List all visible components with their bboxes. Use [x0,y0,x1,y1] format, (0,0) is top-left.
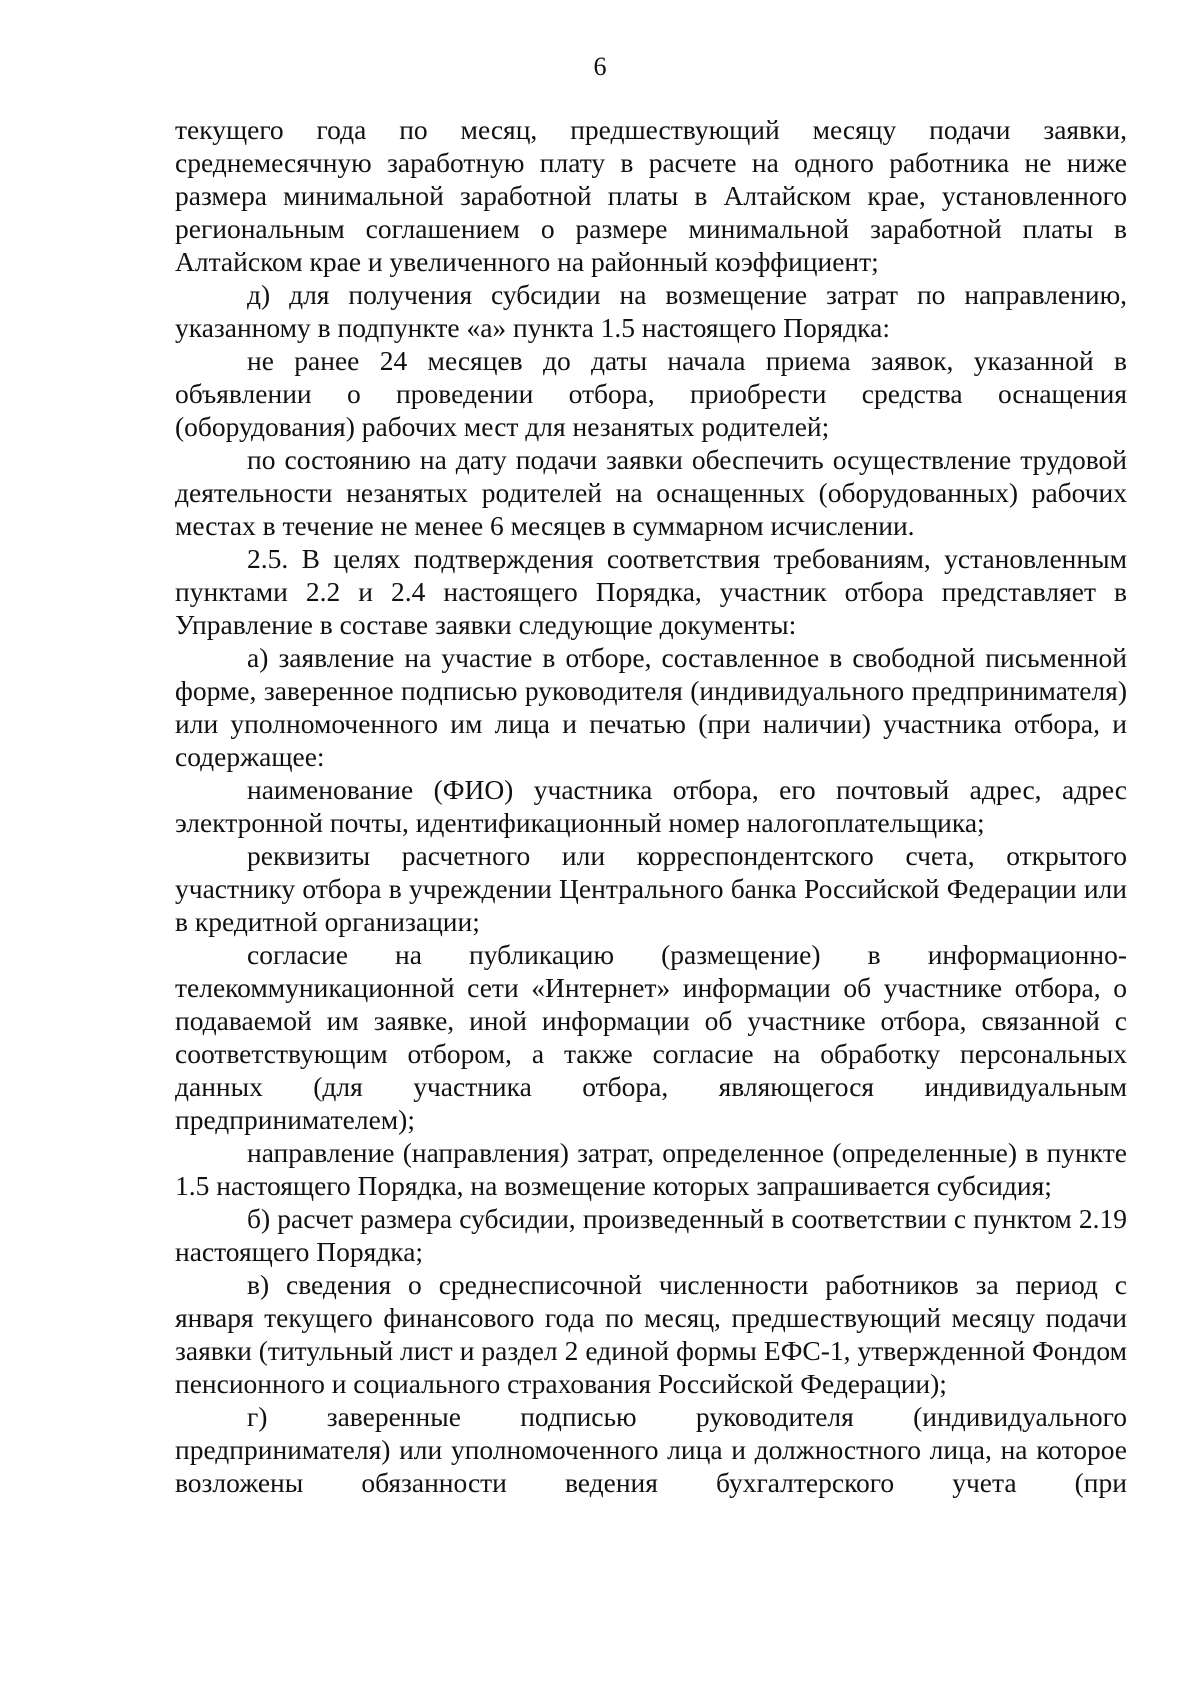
paragraph-item-b: б) расчет размера субсидии, произведенный в соответствии с пунктом 2.19 настоящего Порядка; [175,1203,1127,1267]
paragraph-purchase-equipment: не ранее 24 месяцев до даты начала приема заявок, указанной в объявлении о проведении отбора, приобрести средства оснащения (оборудования) рабочих мест для незанятых родителей; [175,345,1127,442]
paragraph-name-address: наименование (ФИО) участника отбора, его почтовый адрес, адрес электронной почты, идентификационный номер налогоплательщика; [175,774,1127,838]
paragraph-consent-publication: согласие на публикацию (размещение) в информационно-телекоммуникационной сети «Интернет» информации об участнике отбора, о подаваемой им заявке, иной информации об участнике отбора, связанной с соответствующим отбором, а также согласие на обработку персональных данных (для участника отбора, являющегося индивидуальным предпринимателем); [175,939,1127,1135]
paragraph-2-5: 2.5. В целях подтверждения соответствия требованиям, установленным пунктами 2.2 и 2.4 настоящего Порядка, участник отбора представляет в Управление в составе заявки следующие документы: [175,543,1127,640]
paragraph-item-g: г) заверенные подписью руководителя (индивидуального предпринимателя) или уполномоченного лица и должностного лица, на которое возложены обязанности ведения бухгалтерского учета (при [175,1401,1127,1498]
paragraph-bank-details: реквизиты расчетного или корреспондентского счета, открытого участнику отбора в учреждении Центрального банка Российской Федерации или в кредитной организации; [175,840,1127,937]
paragraph-cost-direction: направление (направления) затрат, определенное (определенные) в пункте 1.5 настоящего Порядка, на возмещение которых запрашивается субсидия; [175,1137,1127,1201]
paragraph-item-a: а) заявление на участие в отборе, составленное в свободной письменной форме, заверенное подписью руководителя (индивидуального предпринимателя) или уполномоченного им лица и печатью (при наличии) участника отбора, и содержащее: [175,642,1127,772]
paragraph-continuation: текущего года по месяц, предшествующий месяцу подачи заявки, среднемесячную заработную плату в расчете на одного работника не ниже размера минимальной заработной платы в Алтайском крае, установленного региональным соглашением о размере минимальной заработной платы в Алтайском крае и увеличенного на районный коэффициент; [175,114,1127,277]
paragraph-item-v: в) сведения о среднесписочной численности работников за период с января текущего финансового года по месяц, предшествующий месяцу подачи заявки (титульный лист и раздел 2 единой формы ЕФС-1, утвержденной Фондом пенсионного и социального страхования Российской Федерации); [175,1269,1127,1399]
paragraph-employment-condition: по состоянию на дату подачи заявки обеспечить осуществление трудовой деятельности незанятых родителей на оснащенных (оборудованных) рабочих местах в течение не менее 6 месяцев в суммарном исчислении. [175,444,1127,541]
page-number: 6 [593,52,607,81]
paragraph-item-d: д) для получения субсидии на возмещение затрат по направлению, указанному в подпункте «а» пункта 1.5 настоящего Порядка: [175,279,1127,343]
document-body [175,113,1127,1499]
